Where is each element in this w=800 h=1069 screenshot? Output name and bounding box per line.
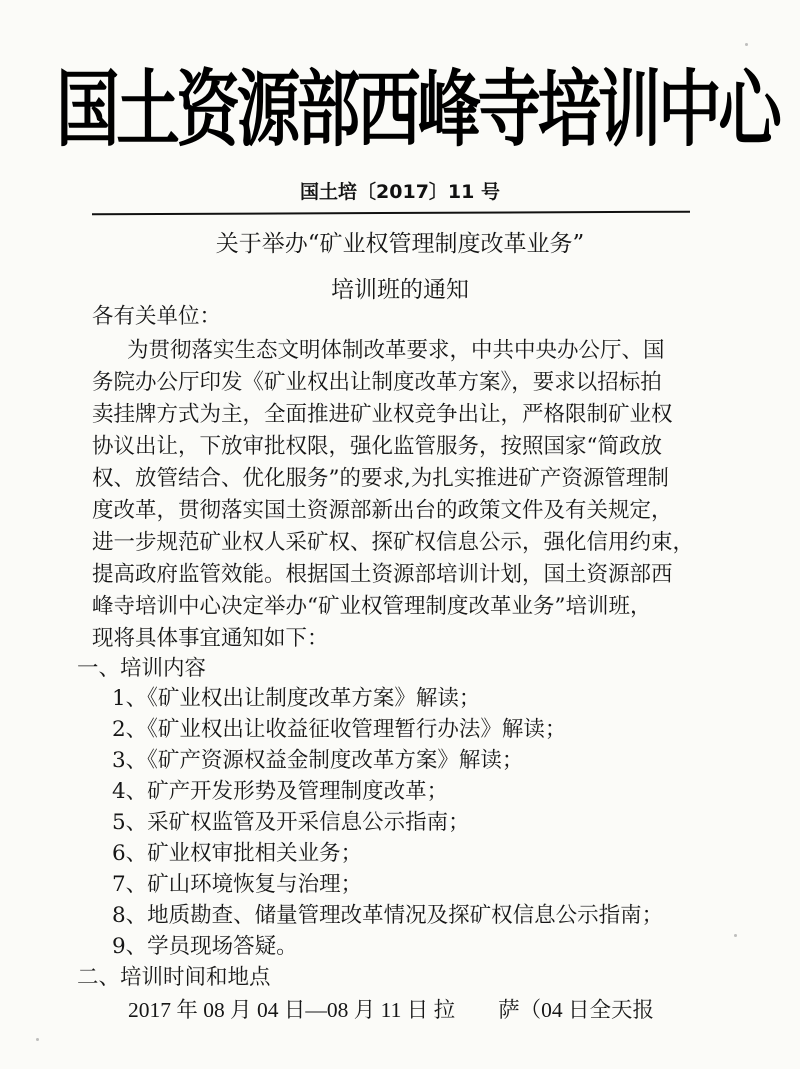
training-content-item: 9、学员现场答疑。 bbox=[112, 934, 298, 959]
body-line: 提高政府监管效能。根据国土资源部培训计划，国土资源部西 bbox=[92, 562, 673, 587]
training-content-item: 5、采矿权监管及开采信息公示指南； bbox=[112, 810, 470, 835]
body-line: 权、放管结合、优化服务”的要求,为扎实推进矿产资源管理制 bbox=[92, 466, 669, 491]
scan-speck bbox=[745, 43, 748, 46]
training-content-item: 2、《矿业权出让收益征收管理暂行办法》解读； bbox=[112, 717, 567, 742]
training-content-item: 7、矿山环境恢复与治理； bbox=[112, 872, 363, 897]
training-date-location-line: 2017 年 08 月 04 日—08 月 11 日 拉 萨（04 日全天报 bbox=[128, 998, 654, 1022]
training-content-item: 4、矿产开发形势及管理制度改革； bbox=[112, 779, 449, 804]
body-line: 峰寺培训中心决定举办“矿业权管理制度改革业务”培训班， bbox=[92, 594, 652, 619]
addressee-line: 各有关单位： bbox=[92, 304, 222, 329]
notice-title-line-1: 关于举办“矿业权管理制度改革业务” bbox=[215, 231, 585, 257]
training-content-item: 3、《矿产资源权益金制度改革方案》解读； bbox=[112, 748, 524, 773]
body-line: 度改革，贯彻落实国土资源部新出台的政策文件及有关规定， bbox=[92, 498, 673, 523]
body-line: 卖挂牌方式为主，全面推进矿业权竞争出让，严格限制矿业权 bbox=[92, 402, 673, 427]
scan-speck bbox=[36, 1038, 39, 1041]
body-line: 现将具体事宜通知如下： bbox=[92, 626, 329, 651]
body-line: 为贯彻落实生态文明体制改革要求，中共中央办公厅、国 bbox=[127, 338, 665, 363]
scan-speck bbox=[734, 934, 737, 937]
body-line: 协议出让，下放审批权限，强化监管服务，按照国家“简政放 bbox=[92, 434, 662, 459]
training-content-heading: 一、培训内容 bbox=[77, 656, 207, 681]
notice-title-line-2: 培训班的通知 bbox=[331, 277, 469, 303]
issuer-masthead: 国土资源部西峰寺培训中心 bbox=[56, 61, 779, 159]
training-content-item: 8、地质勘查、储量管理改革情况及探矿权信息公示指南； bbox=[112, 903, 664, 928]
body-line: 务院办公厅印发《矿业权出让制度改革方案》，要求以招标拍 bbox=[92, 370, 662, 395]
document-number: 国土培〔2017〕11 号 bbox=[300, 181, 500, 203]
time-place-heading: 二、培训时间和地点 bbox=[77, 965, 271, 990]
training-content-item: 1、《矿业权出让制度改革方案》解读； bbox=[112, 686, 481, 711]
masthead-rule bbox=[92, 211, 690, 216]
body-line: 进一步规范矿业权人采矿权、探矿权信息公示，强化信用约束， bbox=[92, 530, 695, 555]
training-content-item: 6、矿业权审批相关业务； bbox=[112, 841, 363, 866]
